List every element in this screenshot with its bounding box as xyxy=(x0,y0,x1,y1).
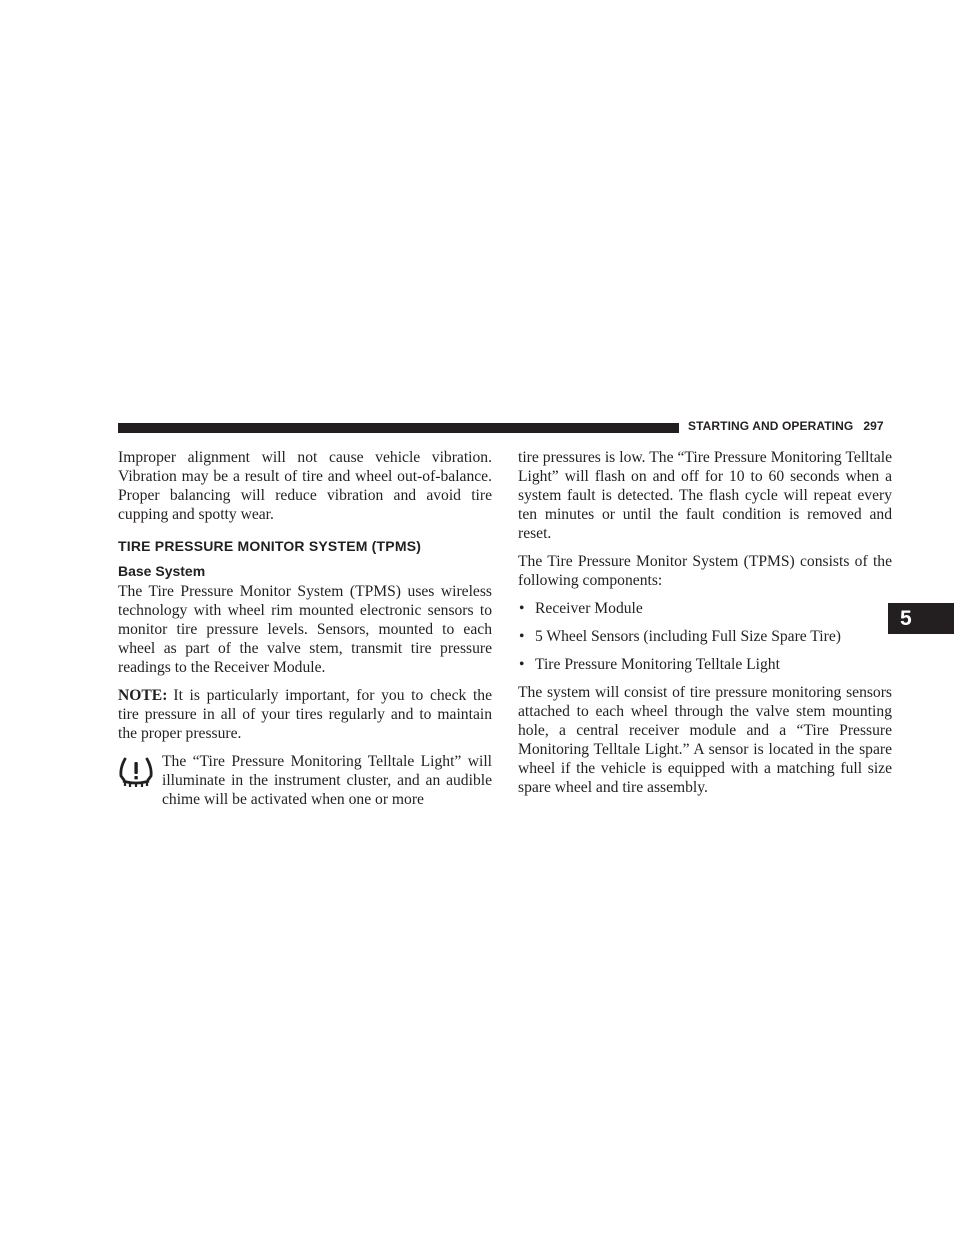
note-label: NOTE: xyxy=(118,687,168,704)
telltale-paragraph xyxy=(118,752,492,809)
running-header xyxy=(688,419,891,433)
header-section-title: STARTING AND OPERATING xyxy=(688,419,854,433)
subsection-heading: Base System xyxy=(118,563,206,579)
list-item: • Receiver Module xyxy=(518,599,892,618)
system-paragraph: The system will consist of tire pressure monitoring sensors attached to each wheel through the valve stem mounting hole, a central receiver module and a “Tire Pressure Monitoring Telltale Light.” A sensor is located in the spare wheel if the vehicle is equipped with a matching full size spare wheel and tire assembly. xyxy=(518,684,892,796)
note-text: It is particularly important, for you to check the tire pressure in all of your tires regularly and to maintain the proper pressure. xyxy=(118,687,492,742)
header-rule xyxy=(118,423,679,433)
components-list xyxy=(518,599,892,674)
tire-pressure-warning-icon xyxy=(118,756,154,788)
list-item: • Tire Pressure Monitoring Telltale Light xyxy=(518,655,892,674)
components-intro: The Tire Pressure Monitor System (TPMS) consists of the following components: xyxy=(518,553,892,589)
note-paragraph xyxy=(118,686,492,743)
alignment-paragraph: Improper alignment will not cause vehicle vibration. Vibration may be a result of tire and wheel out-of-balance. Proper balancing will reduce vibration and avoid tire cupping and spotty wear. xyxy=(118,449,492,523)
section-heading: TIRE PRESSURE MONITOR SYSTEM (TPMS) xyxy=(118,538,422,554)
left-column xyxy=(118,448,492,818)
telltale-text: The “Tire Pressure Monitoring Telltale Light” will illuminate in the instrument cluster, and an audible chime will be activated when one or more xyxy=(162,753,492,808)
chapter-tab: 5 xyxy=(888,603,954,634)
list-item: • 5 Wheel Sensors (including Full Size Spare Tire) xyxy=(518,627,892,646)
continued-paragraph: tire pressures is low. The “Tire Pressure Monitoring Telltale Light” will flash on and off for 10 to 60 seconds when a system fault is detected. The flash cycle will repeat every ten minutes or until the fault condition is removed and reset. xyxy=(518,449,892,542)
base-system-paragraph: The Tire Pressure Monitor System (TPMS) uses wireless technology with wheel rim mounted electronic sensors to monitor tire pressure levels. Sensors, mounted to each wheel as part of the valve stem, transmit tire pressure readings to the Receiver Module. xyxy=(118,583,492,676)
right-column xyxy=(518,448,892,806)
page-number: 297 xyxy=(863,419,884,433)
